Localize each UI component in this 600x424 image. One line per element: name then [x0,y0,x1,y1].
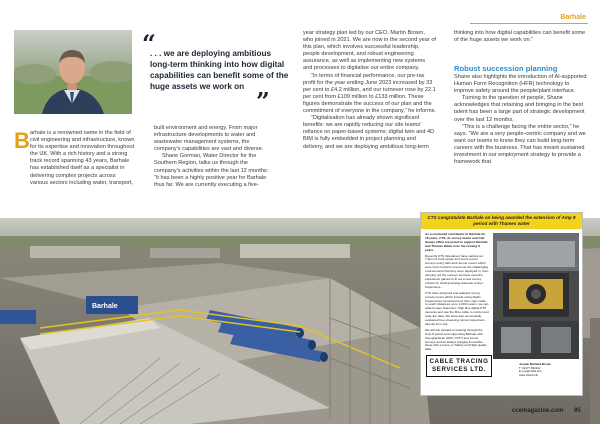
section-heading: Robust succession planning [454,64,558,73]
article-column-3 [303,30,436,151]
article-paragraph: Shane Gorman, Water Director for the Southern Region, talks us through the company's activities within the last 12 months: “It has been a highly positive year for Barhale thus far. We are currently executing a five- [154,153,269,188]
site-sign: Barhale [92,303,118,310]
ad-paragraph: We all look forward to working through the Amp 8 period and supporting Barhale with Topographical, GPR, CCTV and tunnel surveys and as always bringing innovative ideas with a focus on Safety and High-quality data. [425,327,487,352]
ad-paragraph: As a continued contributor to Barhale for 15 years, CTS, its survey teams and Cad design office are proud to support Barhale and Thames Water over the coming 5 years. [425,232,488,252]
quote-open-mark: “ [142,29,156,58]
article-paragraph: Turning to the question of people, Shane acknowledges that retaining and bringing in the best talent has been a large part of strategic development over the last 12 months. [454,95,585,123]
article-paragraph: arhale is a renowned name in the field of civil engineering and infrastructure, known for its expertise and innovation throughout the UK. With a rich history and a strong track record spanning 43 years, Barhale has established itself as a specialist in delivering complex projects across various sectors including water, transport, [30,130,135,186]
portrait-photo [14,30,132,114]
footer-website: ccemagazine.com [512,408,564,414]
brand-label: Barhale [560,14,586,21]
article-paragraph: year strategy plan led by our CEO, Martin Brown, who joined in 2021. We are now in the second year of this plan, which involves successful leadership, people development, and robust engineering assurance, as well as implementing new systems and processes to digitalise our entire company. [303,30,436,72]
article-paragraph: built environment and energy. From major infrastructure developments to water and wastewater management systems, the company's capabilities are vast and diverse. [154,125,264,153]
article-paragraph: Shane also highlights the introduction of AI-supported Human Form Recognition (HFR) technology to improve safety around the people/plant interface. [454,74,587,95]
article-paragraph: “In terms of financial performance, our pre-tax profit for the year ending June 2023 increased by 33 per cent to £4.2 million, and our turnover rose by 22.1 per cent from £109 million to £133 million. These figures demonstrate the success of our plan and the commitment of everyone in the company,” he informs. [303,72,436,115]
contact-phone: T: 01377 822102 [519,365,541,370]
pull-quote: . . . we are deploying ambitious long-term thinking into how digital capabilities can benefit some of the huge assets we work on [150,49,289,91]
ad-body-text [425,233,489,354]
contact-website: www.ctsltd.info [519,372,539,377]
ad-contact-block [519,363,579,377]
article-column-1 [30,130,135,187]
header-rule [470,23,588,24]
article-column-4-continued [454,74,588,166]
ad-paragraph: Recently CTS Operatives have carried out 7.6km of trunk sewer and storm tunnel surveys using rafts and remote rovers which were both crucial to overcome the challenging environments that they were deployed in, then carrying out the surveys we have used the experience gained to fit out a new survey vehicle for shaft and large diameter tunnel inspections. [425,253,489,289]
contact-name: Joseph Marland-Brown [519,362,551,366]
quote-close-mark: ” [256,87,270,116]
logo-line-2: SERVICES LTD. [432,366,486,373]
article-column-2 [154,125,272,189]
ad-paragraph: CTS have designed and adapted survey remote rovers which include using Radio Frequencies converted over fibre optic cable to reach distances up to 1,000 meters, we can attach Laser Scanners, High Res digital PTZ cameras and use the fibre cable to control and relay the data. We have also successfully evaluated free streaming tunnel inspections directly from site. [425,290,489,326]
article-paragraph: thinking into how digital capabilities can benefit some of the huge assets we work on.” [454,30,586,44]
article-paragraph: “Digitalisation has already shown significant benefits: we are rapidly reducing our site teams' reliance on paper-based systems; digital twin and 4D BIM is fully embedded in project planning and delivery, and we are deploying ambitious long-term [303,115,435,150]
article-column-4 [454,30,588,44]
drop-cap: B [14,128,30,153]
cts-advertisement [420,212,583,396]
logo-line-1: CABLE TRACING [429,358,489,365]
ad-headline-banner [421,213,582,229]
contact-email: E: joe@ctsltd.info [519,369,542,374]
ad-survey-photo [493,233,579,359]
page-number: 95 [574,408,581,414]
ad-headline: CTS congratulate Barhale on being awarded the extension of Amp 8 period with Thames water [427,215,576,226]
article-paragraph: “This is a challenge facing the entire sector,” he says. “We are a very people-centric company and we want our teams to know they can build long-term careers with the business. That has meant sustained investment in our employment strategy to provide a framework that [454,123,586,166]
cts-logo [426,355,492,377]
